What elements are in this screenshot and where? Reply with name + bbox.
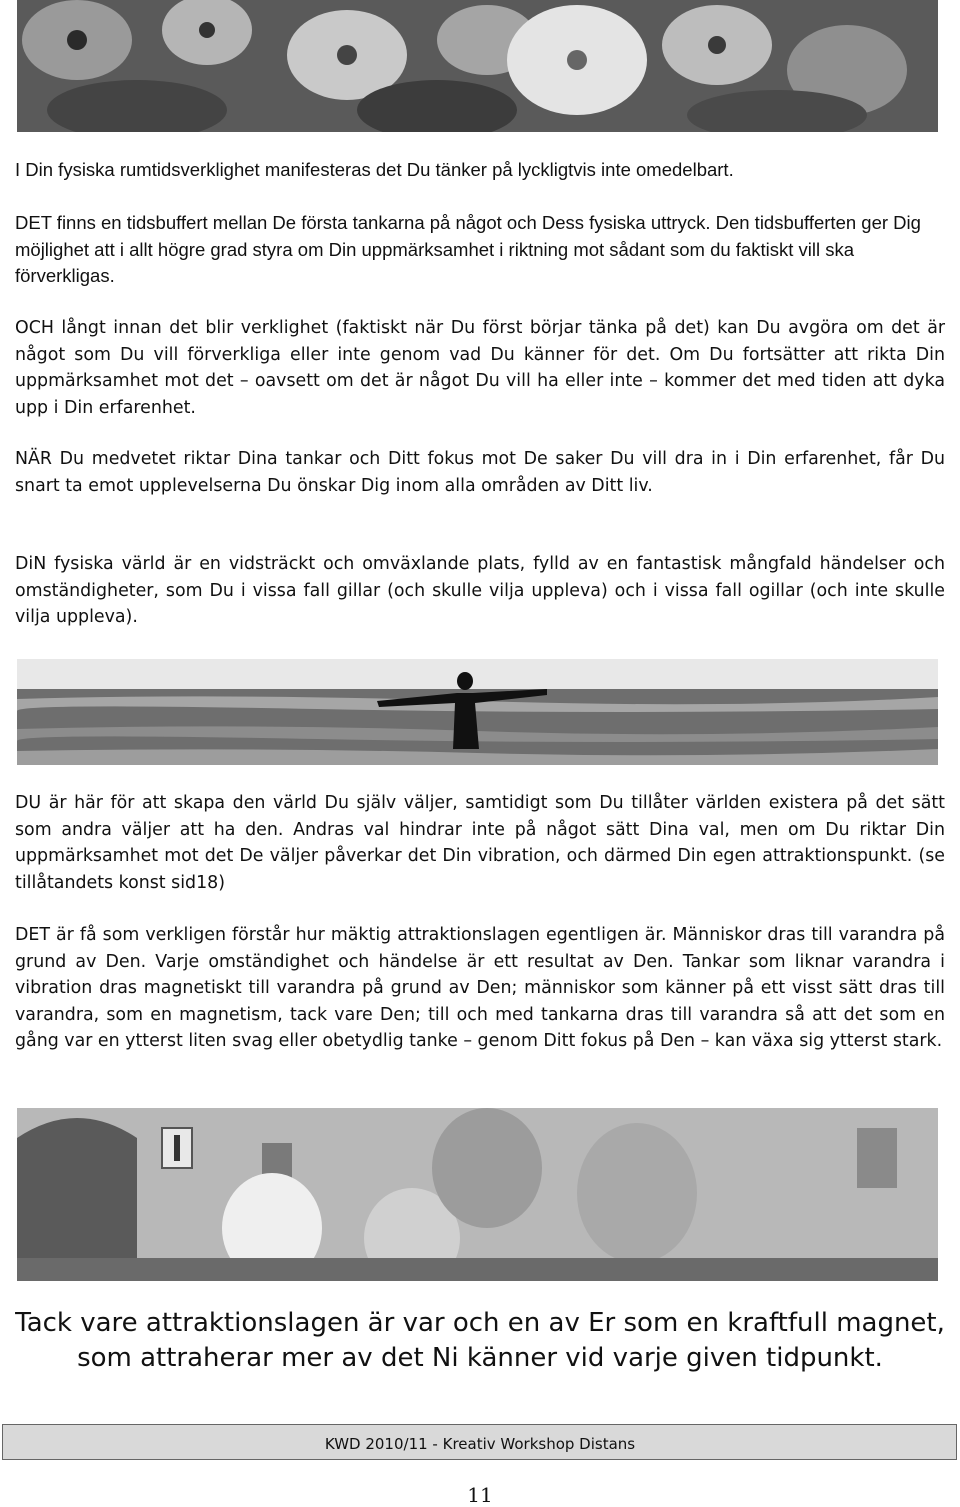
page-number: 11 xyxy=(467,1483,493,1507)
flowers-illustration xyxy=(17,0,938,132)
caption-line-1: Tack vare attraktionslagen är var och en av Er som en kraftfull magnet, xyxy=(15,1308,945,1338)
paragraph-7: DET är få som verkligen förstår hur mäktig attraktionslagen egentligen är. Människor dras till varandra på grund av Den. Varje omständighet och händelse är ett resultat av Den. Tankar som liknar varandra i vibration dras magnetiskt till varandra på grund av Den; människor som känner på ett visst sätt dras till varandra, som en magnetism, tack vare Den; till och med tankarna dras till varandra så att det som en gång var en ytterst liten svag eller obetydlig tanke – genom Ditt fokus på Den – kan växa sig ytterst stark. xyxy=(15,925,945,1051)
flowers-photo xyxy=(17,0,938,132)
paragraph-3: OCH långt innan det blir verklighet (faktiskt när Du först börjar tänka på det) kan Du avgöra om det är något som Du vill förverkliga eller inte genom vad Du känner för det. Om Du fortsätter att rikta Din uppmärksamhet mot det – oavsett om det är något Du vill ha eller inte – kommer det med tiden att dyka upp i Din erfarenhet. xyxy=(15,318,945,418)
paragraph-2: DET finns en tidsbuffert mellan De första tankarna på något och Dess fysiska uttryck. Den tidsbufferten ger Dig möjlighet att i allt högre grad styra om Din uppmärksamhet i riktning mot sådant som du faktiskt vill ska förverkligas. xyxy=(15,212,921,286)
paragraph-1: I Din fysiska rumtidsverklighet manifesteras det Du tänker på lyckligtvis inte omedelbart. xyxy=(15,159,734,180)
paragraph-6: DU är här för att skapa den värld Du själv väljer, samtidigt som Du tillåter världen existera på det sätt som andra väljer att ha den. Andras val hindrar inte på något sätt Dina val, men om Du riktar Din uppmärksamhet mot det De väljer påverkar det Din vibration, och därmed Din egen attraktionspunkt. (se tillåtandets konst sid18) xyxy=(15,793,945,893)
caption-line-2: som attraherar mer av det Ni känner vid varje given tidpunkt. xyxy=(77,1343,883,1373)
sea-silhouette-illustration xyxy=(17,659,938,765)
paragraph-4: NÄR Du medvetet riktar Dina tankar och Ditt fokus mot De saker Du vill dra in i Din erfarenhet, får Du snart ta emot upplevelserna Du önskar Dig inom alla områden av Ditt liv. xyxy=(15,449,945,496)
group-of-friends-photo xyxy=(17,1108,938,1281)
sea-silhouette-photo xyxy=(17,659,938,765)
paragraph-5: DiN fysiska värld är en vidsträckt och omväxlande plats, fylld av en fantastisk mångfald händelser och omständigheter, som Du i vissa fall gillar (och skulle vilja uppleva) och i vissa fall ogillar (och inte skulle vilja uppleva). xyxy=(15,554,945,627)
caption xyxy=(0,1306,960,1376)
group-of-friends-illustration xyxy=(17,1108,938,1281)
footer-text: KWD 2010/11 - Kreativ Workshop Distans xyxy=(324,1435,636,1453)
